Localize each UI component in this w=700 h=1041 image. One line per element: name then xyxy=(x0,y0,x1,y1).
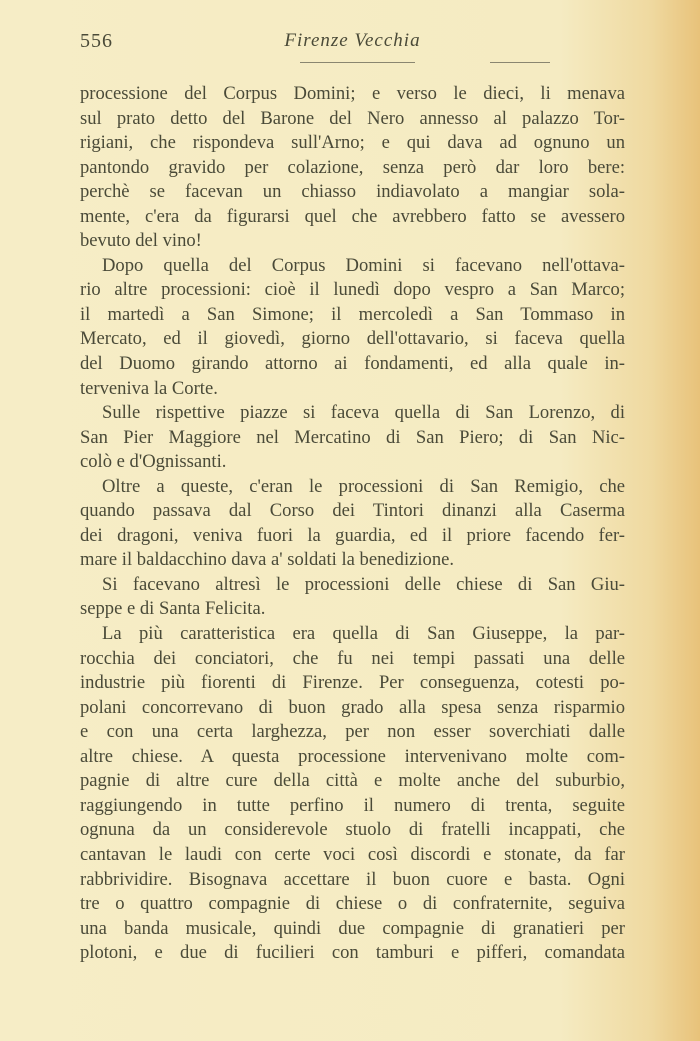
text-line: San Pier Maggiore nel Mercatino di San Piero; di San Nic- xyxy=(80,426,625,448)
text-line: tre o quattro compagnie di chiese o di confraternite, seguiva xyxy=(80,893,625,915)
text-line: rocchia dei conciatori, che fu nei tempi passati una delle xyxy=(80,647,625,669)
text-line: Oltre a queste, c'eran le processioni di San Remigio, che xyxy=(102,475,625,497)
text-line: polani concorrevano di buon grado alla spesa senza risparmio xyxy=(80,696,625,718)
text-line: sul prato detto del Barone del Nero annesso al palazzo Tor- xyxy=(80,107,625,129)
text-line: plotoni, e due di fucilieri con tamburi e pifferi, comandata xyxy=(80,942,625,964)
header-rule xyxy=(300,62,415,63)
text-line: rio altre processioni: cioè il lunedì dopo vespro a San Marco; xyxy=(80,279,625,301)
text-line: cantavan le laudi con certe voci così discordi e stonate, da far xyxy=(80,843,625,865)
text-line: quando passava dal Corso dei Tintori dinanzi alla Caserma xyxy=(80,500,625,522)
text-line: industrie più fiorenti di Firenze. Per conseguenza, cotesti po- xyxy=(80,672,625,694)
text-line: perchè se facevan un chiasso indiavolato a mangiar sola- xyxy=(80,181,625,203)
text-line: raggiungendo in tutte perfino il numero di trenta, seguite xyxy=(80,794,625,816)
text-line: una banda musicale, quindi due compagnie di granatieri per xyxy=(80,917,625,939)
header-rule-right xyxy=(490,62,550,63)
text-line: dei dragoni, veniva fuori la guardia, ed il priore facendo fer- xyxy=(80,524,625,546)
text-line: rigiani, che rispondeva sull'Arno; e qui dava ad ognuno un xyxy=(80,132,625,154)
text-line: rabbrividire. Bisognava accettare il buon cuore e basta. Ogni xyxy=(80,868,625,890)
text-line: pagnie di altre cure della città e molte anche del suburbio, xyxy=(80,770,625,792)
text-line: La più caratteristica era quella di San Giuseppe, la par- xyxy=(102,623,625,645)
text-line: ognuna da un considerevole stuolo di fratelli incappati, che xyxy=(80,819,625,841)
text-line: pantondo gravido per colazione, senza però dar loro bere: xyxy=(80,156,625,178)
text-line: altre chiese. A questa processione intervenivano molte com- xyxy=(80,745,625,767)
text-line: bevuto del vino! xyxy=(80,230,202,252)
text-line: mente, c'era da figurarsi quel che avrebbero fatto se avessero xyxy=(80,205,625,227)
text-line: mare il baldacchino dava a' soldati la benedizione. xyxy=(80,549,455,571)
page-number: 556 xyxy=(80,30,113,52)
text-line: del Duomo girando attorno ai fondamenti, ed alla quale in- xyxy=(80,353,625,375)
text-line: Sulle rispettive piazze si faceva quella di San Lorenzo, di xyxy=(102,402,625,424)
text-line: seppe e di Santa Felicita. xyxy=(80,598,266,620)
text-line: Si facevano altresì le processioni delle chiese di San Giu- xyxy=(102,573,625,595)
page-header xyxy=(80,30,625,60)
text-line: il martedì a San Simone; il mercoledì a San Tommaso in xyxy=(80,303,625,325)
text-line: Mercato, ed il giovedì, giorno dell'ottavario, si faceva quella xyxy=(80,328,625,350)
text-line: colò e d'Ognissanti. xyxy=(80,451,227,473)
text-line: terveniva la Corte. xyxy=(80,377,218,399)
text-line: processione del Corpus Domini; e verso le dieci, li menava xyxy=(80,83,625,104)
text-line: e con una certa larghezza, per non esser soverchiati dalle xyxy=(80,721,625,743)
body-text xyxy=(80,82,625,966)
text-line: Dopo quella del Corpus Domini si facevano nell'ottava- xyxy=(102,254,625,276)
running-title: Firenze Vecchia xyxy=(284,30,421,51)
